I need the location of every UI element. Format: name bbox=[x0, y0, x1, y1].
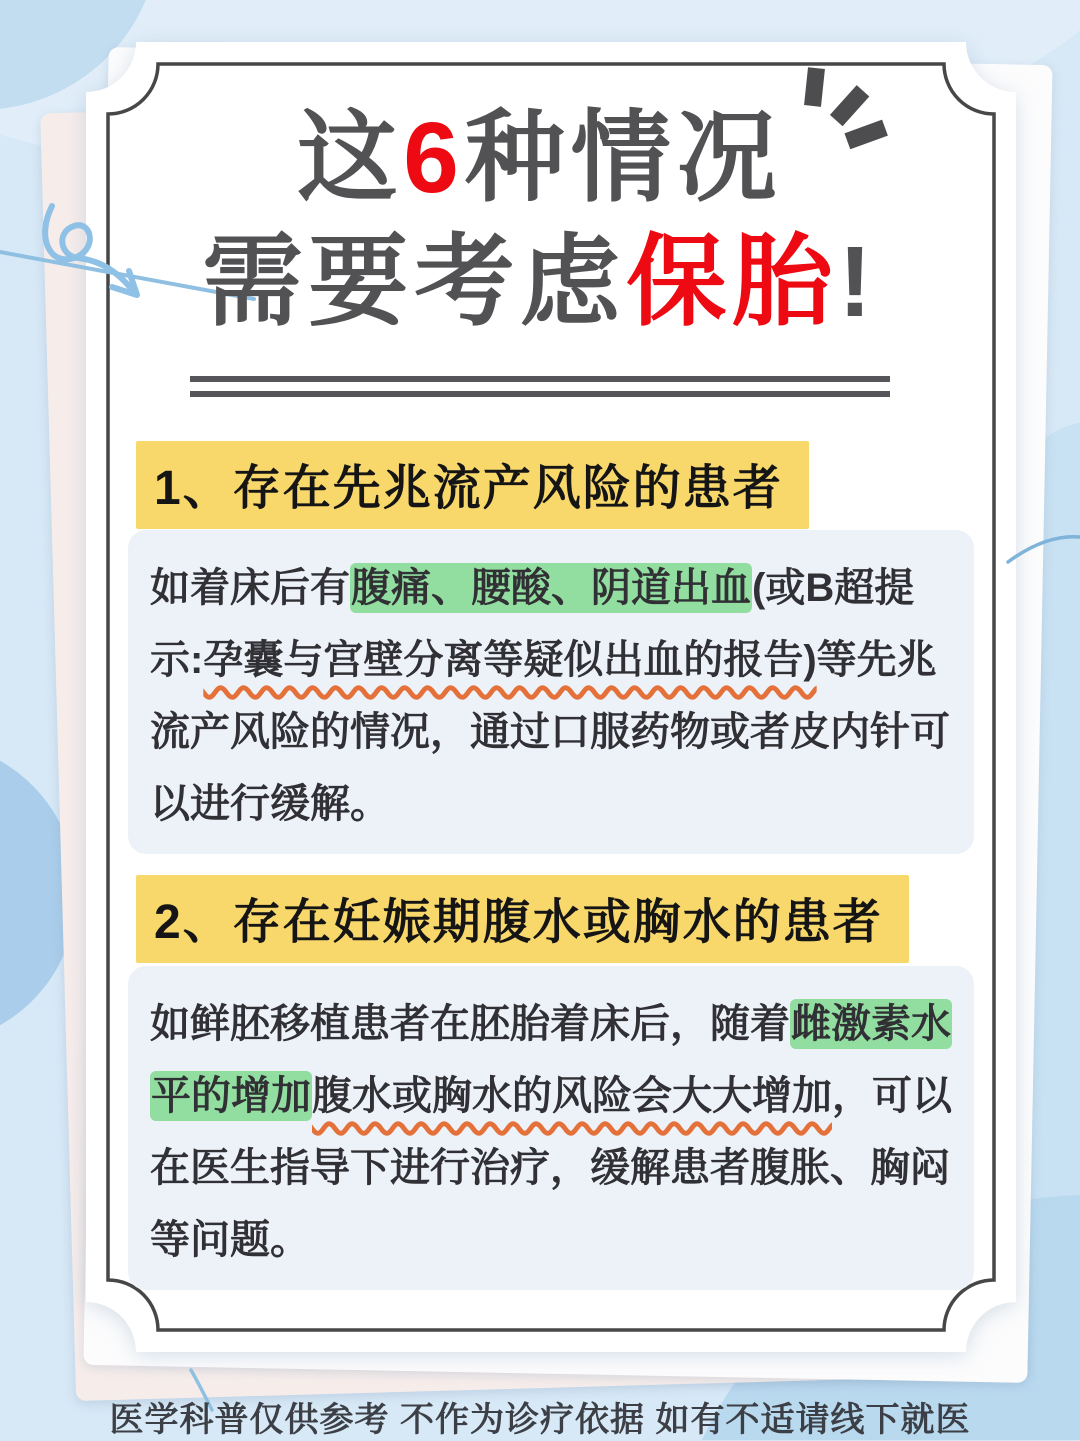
text-segment: 种情况 bbox=[464, 102, 783, 214]
text-segment: 示: bbox=[150, 638, 204, 682]
text-segment: 在医生指导下进行治疗，缓解患者腹胀、胸闷 bbox=[150, 1146, 950, 1190]
underline-bar bbox=[190, 376, 890, 382]
text-line bbox=[0, 96, 1080, 220]
section-2-body bbox=[128, 966, 974, 1290]
text-line bbox=[150, 1132, 974, 1204]
text-segment: 等先兆 bbox=[816, 638, 937, 682]
section-2-heading: 2、存在妊娠期腹水或胸水的患者 bbox=[136, 875, 909, 963]
text-segment: ! bbox=[838, 226, 878, 338]
text-segment: 孕囊与宫壁分离等疑似出血的报告) bbox=[203, 638, 817, 682]
text-segment: 等问题。 bbox=[150, 1218, 310, 1262]
text-segment: (或B超提 bbox=[752, 566, 915, 610]
title-underline bbox=[190, 376, 890, 406]
text-line bbox=[150, 624, 974, 696]
arc-line-right bbox=[1008, 537, 1080, 562]
section-1-body bbox=[128, 530, 974, 854]
text-segment: 腹痛、腰酸、阴道出血 bbox=[350, 563, 752, 613]
text-line bbox=[150, 1204, 974, 1276]
text-segment: 6 bbox=[403, 102, 465, 214]
text-segment: 雌激素水 bbox=[790, 999, 952, 1049]
text-line bbox=[150, 1060, 974, 1132]
text-segment: 平的增加 bbox=[150, 1071, 312, 1121]
text-segment: 这 bbox=[297, 102, 404, 214]
text-line bbox=[150, 768, 974, 840]
section-1-heading: 1、存在先兆流产风险的患者 bbox=[136, 441, 809, 529]
text-line bbox=[150, 552, 974, 624]
text-line bbox=[150, 988, 974, 1060]
text-segment: 腹水或胸水的风险会大大增加 bbox=[312, 1074, 832, 1118]
underline-bar bbox=[190, 391, 890, 397]
text-line bbox=[150, 696, 974, 768]
text-segment: 如着床后有 bbox=[150, 566, 350, 610]
text-segment: 流产风险的情况，通过口服药物或者皮内针可 bbox=[150, 710, 950, 754]
page-title bbox=[0, 96, 1080, 344]
text-line bbox=[0, 220, 1080, 344]
text-segment: 以进行缓解。 bbox=[150, 782, 390, 826]
text-segment: 需要考虑 bbox=[202, 226, 627, 338]
footer-disclaimer: 医学科普仅供参考 不作为诊疗依据 如有不适请线下就医 bbox=[109, 1401, 971, 1439]
text-segment: 保胎 bbox=[626, 226, 839, 338]
text-segment: ，可以 bbox=[832, 1074, 952, 1118]
text-segment: 如鲜胚移植患者在胚胎着床后，随着 bbox=[150, 1002, 790, 1046]
